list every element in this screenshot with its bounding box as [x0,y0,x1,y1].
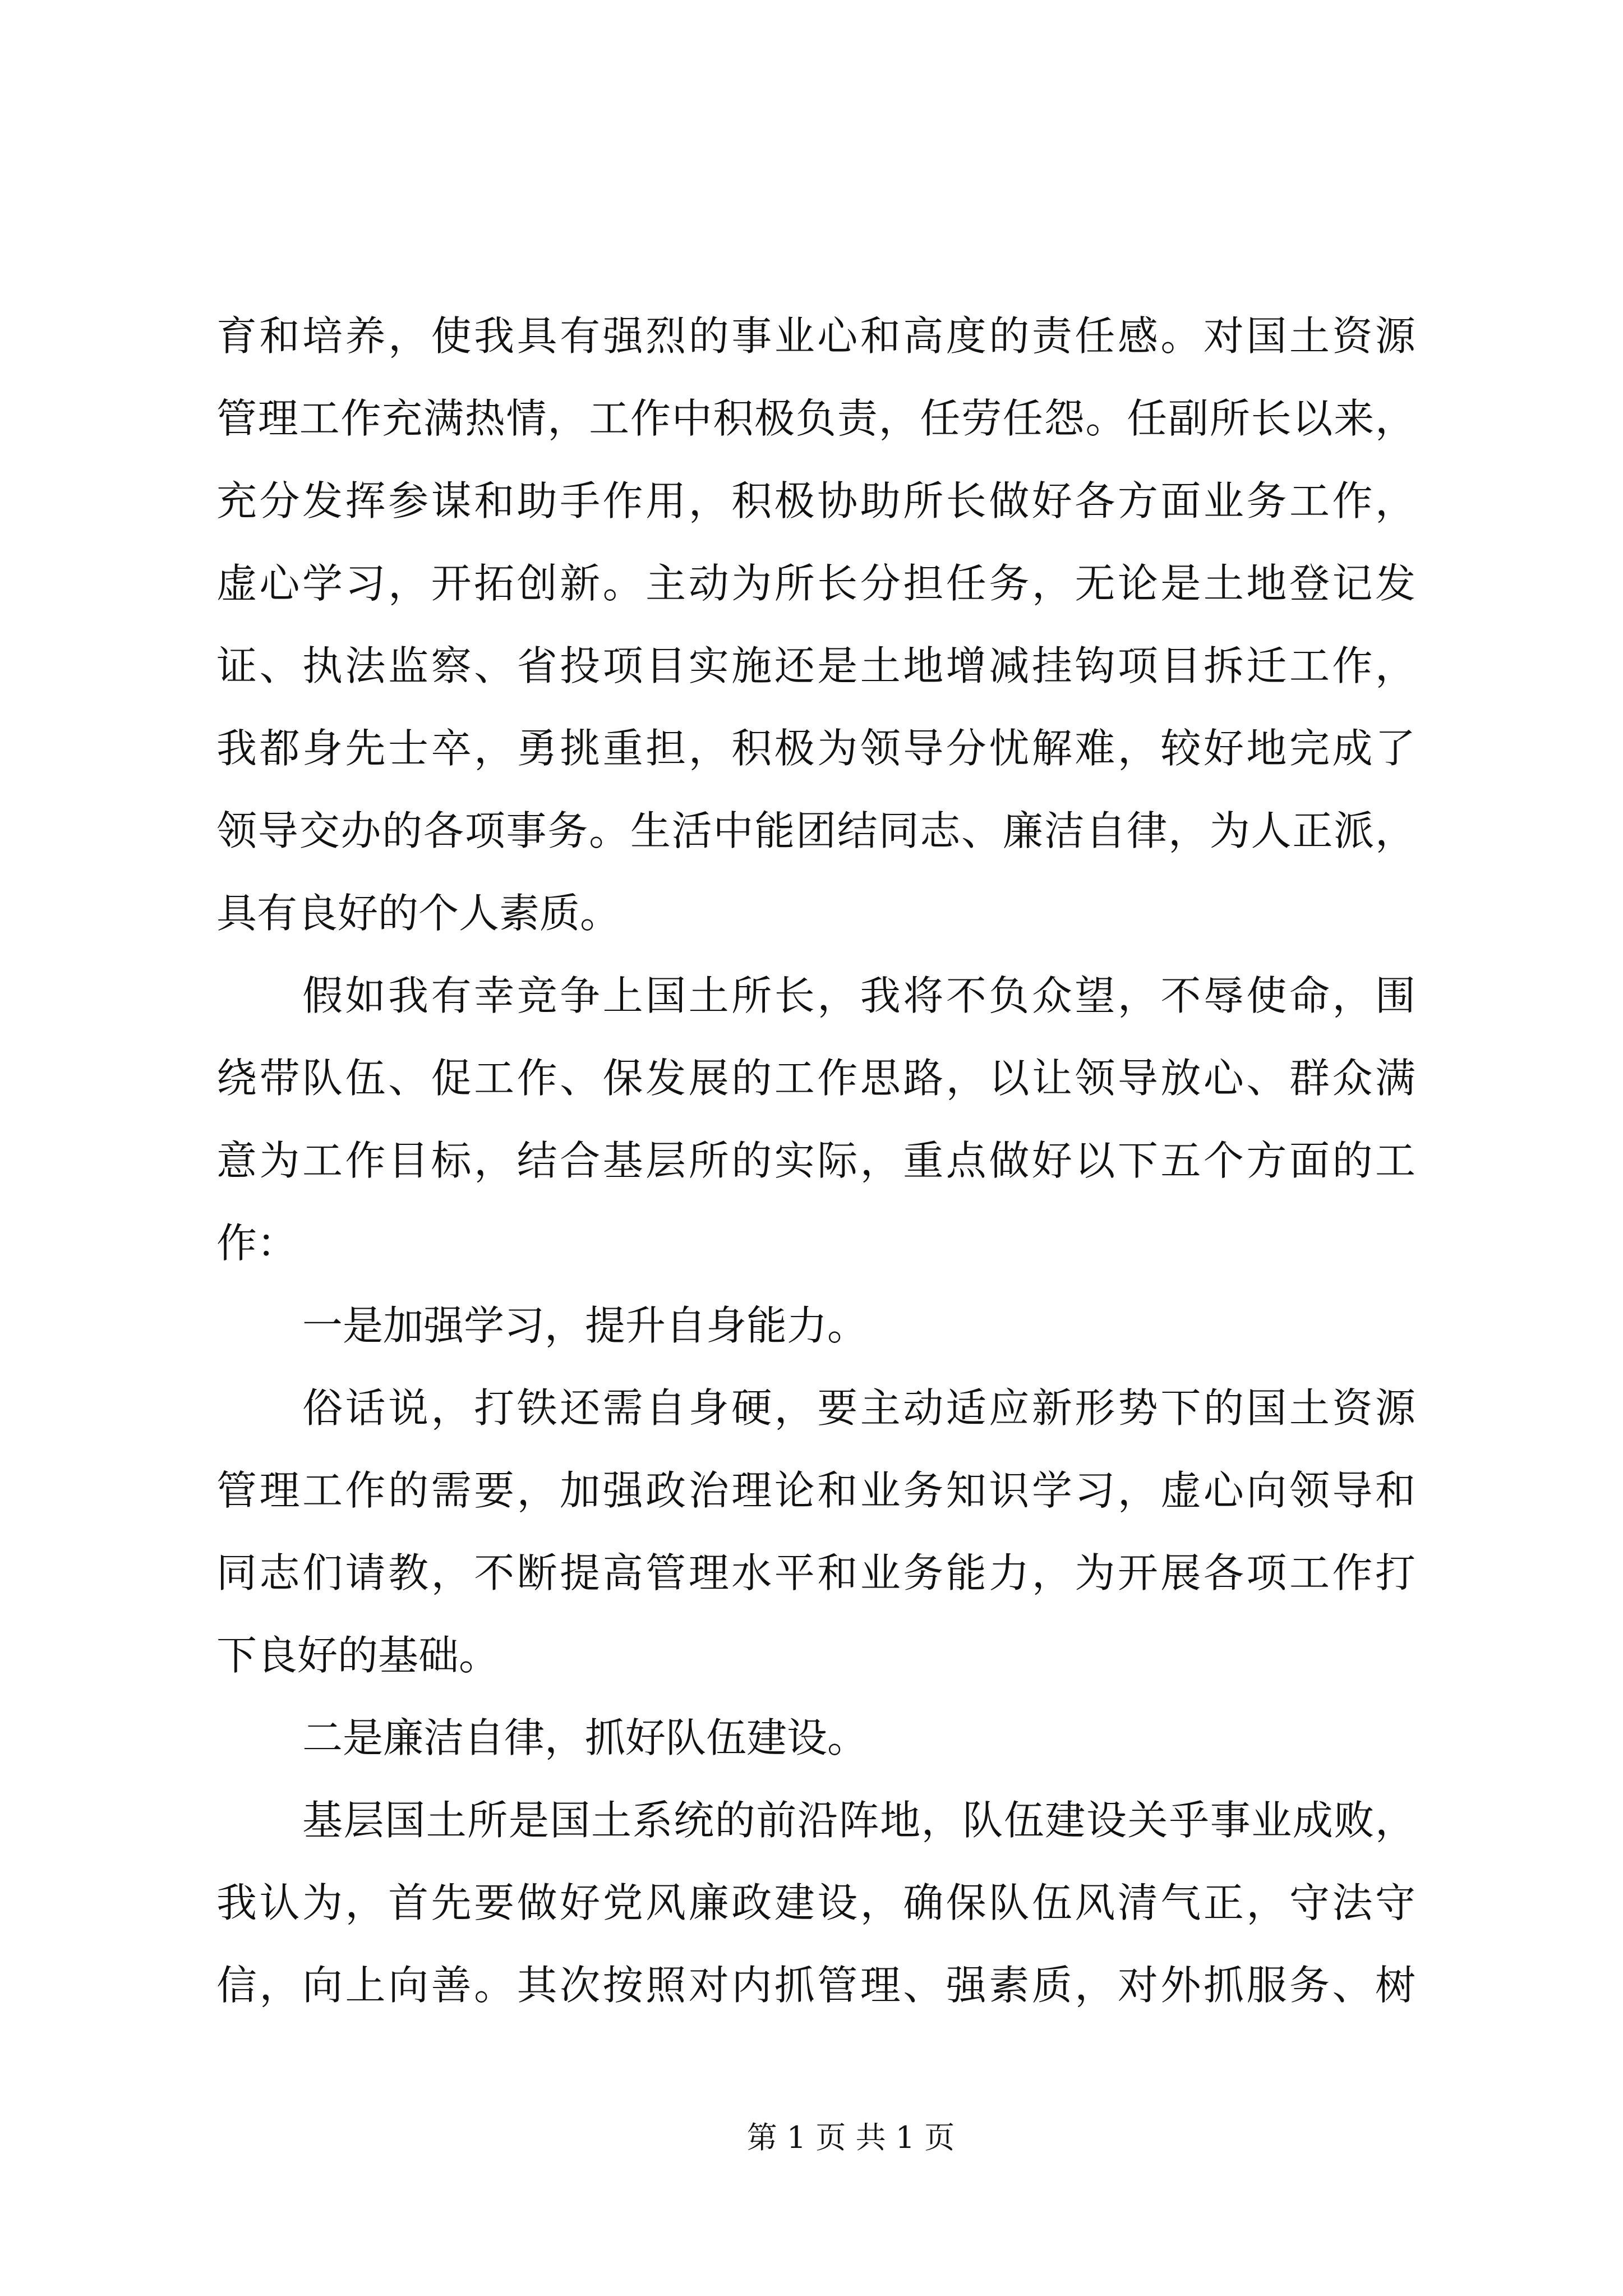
paragraph-intro [216,955,1415,1285]
text-line: 具有良好的个人素质。 [216,890,621,937]
paragraph-section-2 [216,1779,1415,2027]
text-line: 假如我有幸竞争上国土所长，我将不负众望，不辱使命，围 [302,972,1415,1019]
text-line: 我都身先士卒，勇挑重担，积极为领导分忧解难，较好地完成了 [216,725,1415,772]
text-line: 基层国土所是国土系统的前沿阵地，队伍建设关乎事业成败， [302,1797,1415,1844]
text-line: 二是廉洁自律，抓好队伍建设。 [302,1714,868,1761]
section-heading-1 [216,1285,1415,1367]
paragraph-section-1 [216,1367,1415,1697]
section-heading-2 [216,1697,1415,1779]
text-line: 管理工作的需要，加强政治理论和业务知识学习，虚心向领导和 [216,1467,1415,1514]
text-line: 一是加强学习，提升自身能力。 [302,1302,868,1349]
text-line: 育和培养，使我具有强烈的事业心和高度的责任感。对国土资源 [216,312,1415,360]
text-line: 充分发挥参谋和助手作用，积极协助所长做好各方面业务工作， [216,477,1415,524]
text-line: 领导交办的各项事务。生活中能团结同志、廉洁自律，为人正派， [216,807,1415,854]
text-line: 意为工作目标，结合基层所的实际，重点做好以下五个方面的工 [216,1137,1415,1184]
text-line: 作： [216,1220,298,1267]
text-line: 俗话说，打铁还需自身硬，要主动适应新形势下的国土资源 [302,1384,1415,1432]
text-line: 我认为，首先要做好党风廉政建设，确保队伍风清气正，守法守 [216,1879,1415,1926]
text-line: 证、执法监察、省投项目实施还是土地增减挂钩项目拆迁工作， [216,642,1415,689]
text-line: 虚心学习，开拓创新。主动为所长分担任务，无论是土地登记发 [216,560,1415,607]
paragraph-continuation [216,295,1415,955]
text-line: 同志们请教，不断提高管理水平和业务能力，为开展各项工作打 [216,1549,1415,1596]
text-line: 绕带队伍、促工作、保发展的工作思路，以让领导放心、群众满 [216,1055,1415,1102]
body-text [216,295,1415,2027]
text-line: 管理工作充满热情，工作中积极负责，任劳任怨。任副所长以来， [216,395,1415,442]
page-number-footer: 第 1 页 共 1 页 [746,2120,955,2155]
text-line: 下良好的基础。 [216,1632,500,1679]
text-line: 信，向上向善。其次按照对内抓管理、强素质，对外抓服务、树 [216,1962,1415,2009]
